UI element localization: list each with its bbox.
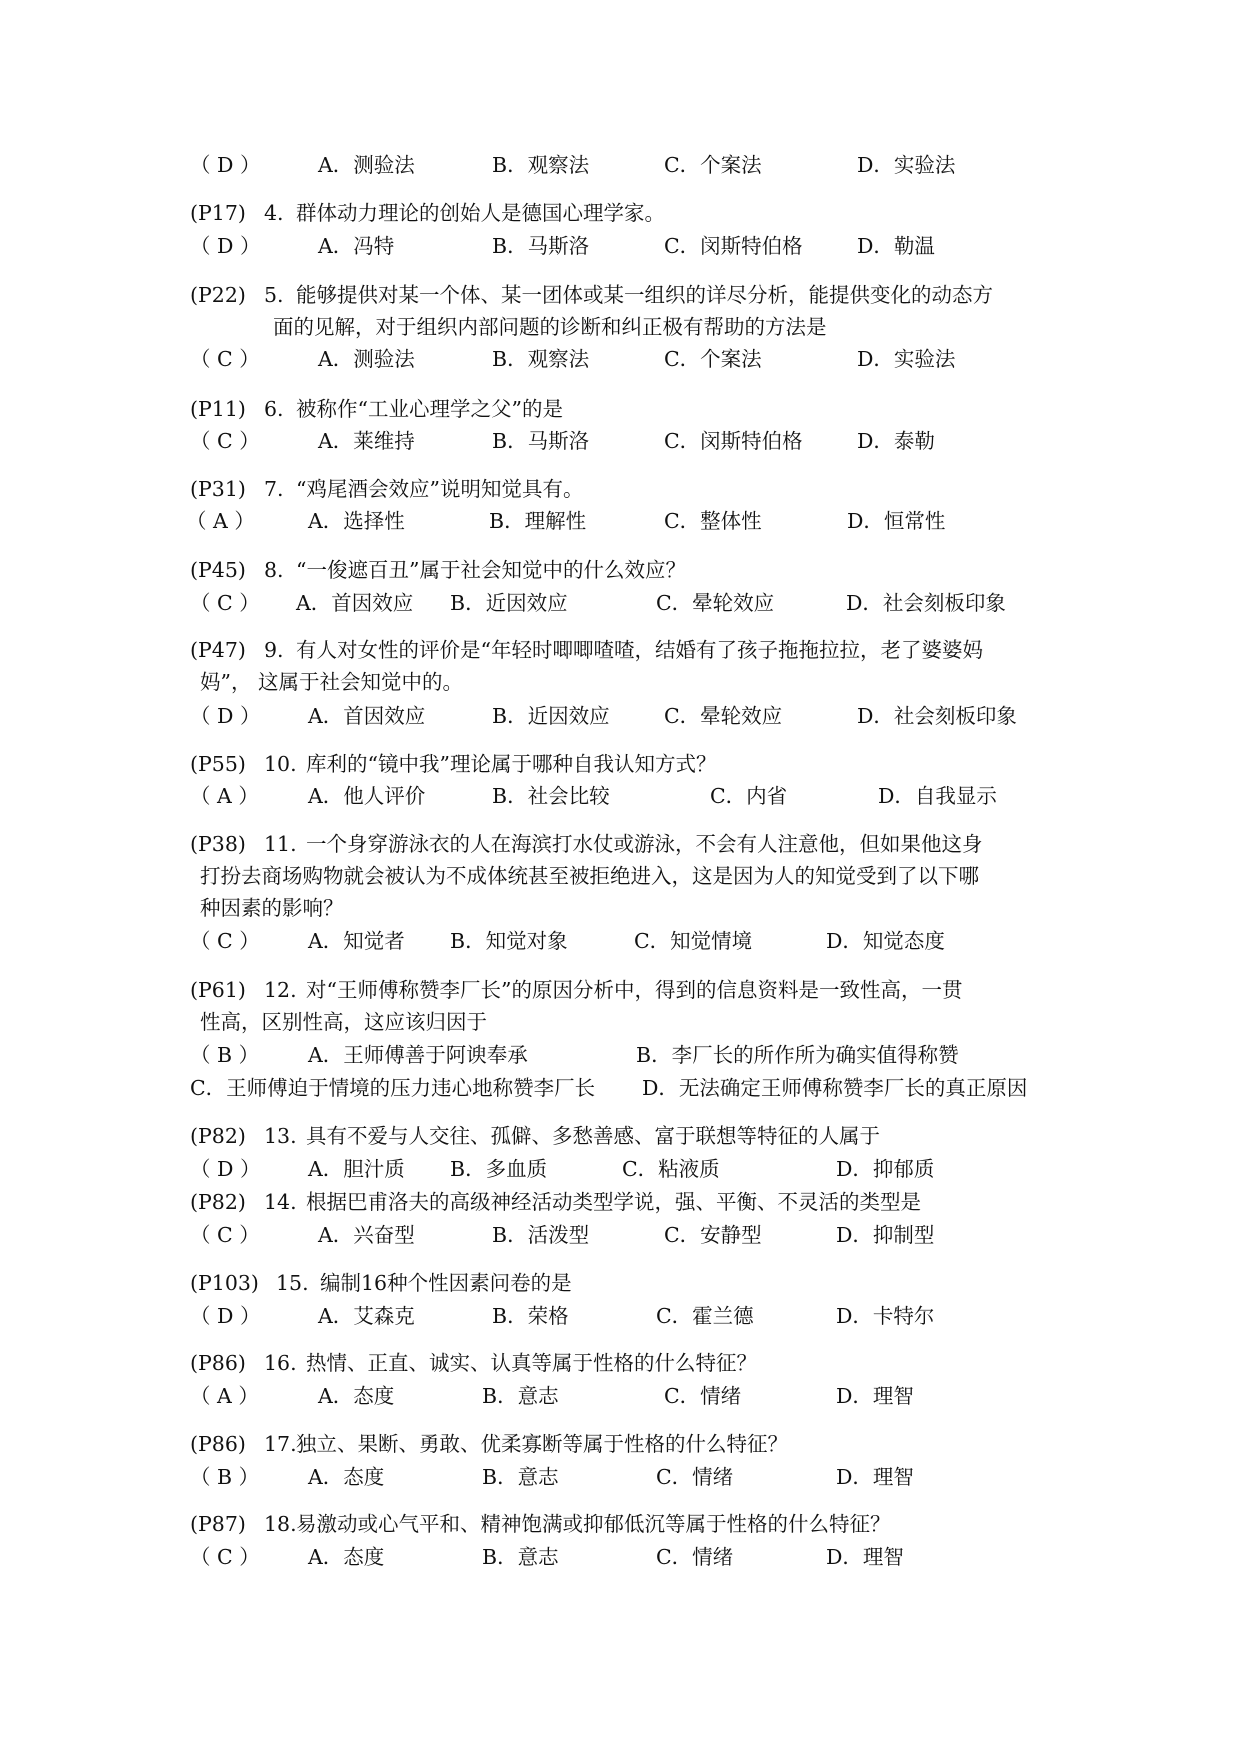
option-a: A．选择性 bbox=[308, 509, 405, 533]
question-text: 有人对女性的评价是“年轻时唧唧喳喳，结婚有了孩子拖拖拉拉，老了婆婆妈 bbox=[296, 638, 983, 662]
question-ref: (P45) bbox=[190, 558, 246, 582]
option-a: A．测验法 bbox=[318, 153, 415, 177]
option-b: B．荣格 bbox=[492, 1304, 569, 1328]
question-text: 被称作“工业心理学之父”的是 bbox=[296, 397, 563, 421]
option-b: B．马斯洛 bbox=[492, 429, 590, 453]
answer-label: （ B ） bbox=[190, 1465, 260, 1489]
question-ref: (P103) bbox=[190, 1271, 259, 1295]
question-ref: (P86) bbox=[190, 1351, 246, 1375]
option-c: C．粘液质 bbox=[622, 1157, 720, 1181]
option-c: C．情绪 bbox=[656, 1465, 734, 1489]
option-b: B．观察法 bbox=[492, 347, 590, 371]
option-b: B．社会比较 bbox=[492, 784, 610, 808]
answer-label: （ C ） bbox=[190, 929, 260, 953]
answer-label: （ D ） bbox=[190, 704, 261, 728]
option-c: C．安静型 bbox=[664, 1223, 762, 1247]
question-ref: (P55) bbox=[190, 752, 246, 776]
option-c: C．整体性 bbox=[664, 509, 762, 533]
option-d: D．勒温 bbox=[857, 234, 935, 258]
option-c: C．个案法 bbox=[664, 347, 762, 371]
option-d: D．理智 bbox=[836, 1384, 914, 1408]
option-b: B．近因效应 bbox=[492, 704, 610, 728]
answer-label: （ D ） bbox=[190, 234, 261, 258]
answer-label: （ C ） bbox=[190, 591, 260, 615]
option-d: D．无法确定王师傅称赞李厂长的真正原因 bbox=[642, 1076, 1028, 1100]
question-number: 11. bbox=[264, 832, 297, 856]
option-b: B．意志 bbox=[482, 1465, 559, 1489]
question-text: 编制16种个性因素问卷的是 bbox=[320, 1271, 572, 1295]
question-text: 一个身穿游泳衣的人在海滨打水仗或游泳，不会有人注意他，但如果他这身 bbox=[306, 832, 983, 856]
option-a: A．态度 bbox=[308, 1465, 385, 1489]
option-b: B．知觉对象 bbox=[450, 929, 568, 953]
option-c: C．知觉情境 bbox=[634, 929, 753, 953]
question-text: 群体动力理论的创始人是德国心理学家。 bbox=[296, 201, 665, 225]
option-d: D．泰勒 bbox=[857, 429, 935, 453]
option-b: B．意志 bbox=[482, 1384, 559, 1408]
answer-label: （ C ） bbox=[190, 1545, 260, 1569]
option-b: B．理解性 bbox=[489, 509, 587, 533]
question-number: 14. bbox=[264, 1190, 297, 1214]
question-text: 种因素的影响？ bbox=[200, 896, 344, 920]
question-number: 13. bbox=[264, 1124, 297, 1148]
question-ref: (P38) bbox=[190, 832, 246, 856]
option-d: D．理智 bbox=[836, 1465, 914, 1489]
question-number: 4. bbox=[264, 201, 284, 225]
question-number: 16. bbox=[264, 1351, 297, 1375]
answer-label: （ A ） bbox=[190, 1384, 259, 1408]
option-a: A．首因效应 bbox=[296, 591, 414, 615]
option-c: C．个案法 bbox=[664, 153, 762, 177]
question-ref: (P61) bbox=[190, 978, 246, 1002]
answer-label: （ B ） bbox=[190, 1043, 260, 1067]
option-d: D．实验法 bbox=[857, 153, 956, 177]
question-text: 面的见解，对于组织内部问题的诊断和纠正极有帮助的方法是 bbox=[273, 315, 827, 339]
answer-label: （ A ） bbox=[186, 509, 255, 533]
question-ref: (P47) bbox=[190, 638, 246, 662]
option-a: A．冯特 bbox=[318, 234, 395, 258]
option-b: B．观察法 bbox=[492, 153, 590, 177]
question-text: 性高，区别性高，这应该归因于 bbox=[200, 1010, 487, 1034]
option-d: D．社会刻板印象 bbox=[857, 704, 1017, 728]
question-text: “鸡尾酒会效应”说明知觉具有。 bbox=[296, 477, 584, 501]
question-number: 15. bbox=[276, 1271, 309, 1295]
answer-label: （ D ） bbox=[190, 1304, 261, 1328]
answer-label: （ A ） bbox=[190, 784, 259, 808]
option-c: C．晕轮效应 bbox=[664, 704, 783, 728]
option-c: C．晕轮效应 bbox=[656, 591, 775, 615]
option-d: D．卡特尔 bbox=[836, 1304, 935, 1328]
question-text: 打扮去商场购物就会被认为不成体统甚至被拒绝进入，这是因为人的知觉受到了以下哪 bbox=[200, 864, 979, 888]
option-c: C．内省 bbox=[710, 784, 788, 808]
option-c: C．王师傅迫于情境的压力违心地称赞李厂长 bbox=[190, 1076, 596, 1100]
answer-label: （ C ） bbox=[190, 347, 260, 371]
answer-label: （ D ） bbox=[190, 153, 261, 177]
option-b: B．李厂长的所作所为确实值得称赞 bbox=[636, 1043, 959, 1067]
question-text: 具有不爱与人交往、孤僻、多愁善感、富于联想等特征的人属于 bbox=[306, 1124, 880, 1148]
option-c: C．情绪 bbox=[664, 1384, 742, 1408]
option-a: A．莱维持 bbox=[318, 429, 415, 453]
answer-label: （ C ） bbox=[190, 429, 260, 453]
answer-label: （ D ） bbox=[190, 1157, 261, 1181]
question-text: 独立、果断、勇敢、优柔寡断等属于性格的什么特征？ bbox=[296, 1432, 788, 1456]
question-text: 热情、正直、诚实、认真等属于性格的什么特征？ bbox=[306, 1351, 757, 1375]
option-a: A．态度 bbox=[308, 1545, 385, 1569]
question-number: 7. bbox=[264, 477, 284, 501]
option-d: D．抑制型 bbox=[836, 1223, 935, 1247]
option-a: A．王师傅善于阿谀奉承 bbox=[308, 1043, 528, 1067]
option-d: D．自我显示 bbox=[878, 784, 997, 808]
option-d: D．理智 bbox=[826, 1545, 904, 1569]
question-ref: (P17) bbox=[190, 201, 246, 225]
option-a: A．他人评价 bbox=[308, 784, 426, 808]
question-text: 根据巴甫洛夫的高级神经活动类型学说，强、平衡、不灵活的类型是 bbox=[306, 1190, 921, 1214]
option-b: B．近因效应 bbox=[450, 591, 568, 615]
option-d: D．知觉态度 bbox=[826, 929, 945, 953]
question-ref: (P87) bbox=[190, 1512, 246, 1536]
option-d: D．抑郁质 bbox=[836, 1157, 935, 1181]
option-b: B．活泼型 bbox=[492, 1223, 590, 1247]
question-number: 18. bbox=[264, 1512, 297, 1536]
question-text: 妈”， 这属于社会知觉中的。 bbox=[200, 670, 463, 694]
option-c: C．霍兰德 bbox=[656, 1304, 754, 1328]
question-number: 6. bbox=[264, 397, 284, 421]
question-ref: (P82) bbox=[190, 1190, 246, 1214]
question-number: 8. bbox=[264, 558, 284, 582]
question-ref: (P82) bbox=[190, 1124, 246, 1148]
question-number: 12. bbox=[264, 978, 297, 1002]
option-a: A．胆汁质 bbox=[308, 1157, 405, 1181]
question-text: “一俊遮百丑”属于社会知觉中的什么效应？ bbox=[296, 558, 686, 582]
option-d: D．实验法 bbox=[857, 347, 956, 371]
option-a: A．态度 bbox=[318, 1384, 395, 1408]
question-text: 库利的“镜中我”理论属于哪种自我认知方式？ bbox=[306, 752, 717, 776]
question-number: 10. bbox=[264, 752, 297, 776]
question-number: 9. bbox=[264, 638, 284, 662]
option-b: B．马斯洛 bbox=[492, 234, 590, 258]
option-a: A．艾森克 bbox=[318, 1304, 415, 1328]
option-d: D．恒常性 bbox=[847, 509, 946, 533]
question-text: 易激动或心气平和、精神饱满或抑郁低沉等属于性格的什么特征？ bbox=[296, 1512, 891, 1536]
option-b: B．意志 bbox=[482, 1545, 559, 1569]
option-c: C．情绪 bbox=[656, 1545, 734, 1569]
question-ref: (P31) bbox=[190, 477, 246, 501]
option-b: B．多血质 bbox=[450, 1157, 548, 1181]
question-ref: (P11) bbox=[190, 397, 246, 421]
answer-label: （ C ） bbox=[190, 1223, 260, 1247]
option-d: D．社会刻板印象 bbox=[846, 591, 1006, 615]
option-a: A．知觉者 bbox=[308, 929, 405, 953]
question-text: 对“王师傅称赞李厂长”的原因分析中，得到的信息资料是一致性高，一贯 bbox=[306, 978, 963, 1002]
option-c: C．闵斯特伯格 bbox=[664, 234, 803, 258]
option-a: A．兴奋型 bbox=[318, 1223, 415, 1247]
question-text: 能够提供对某一个体、某一团体或某一组织的详尽分析，能提供变化的动态方 bbox=[296, 283, 993, 307]
question-number: 17. bbox=[264, 1432, 297, 1456]
question-ref: (P86) bbox=[190, 1432, 246, 1456]
question-number: 5. bbox=[264, 283, 284, 307]
question-ref: (P22) bbox=[190, 283, 246, 307]
option-c: C．闵斯特伯格 bbox=[664, 429, 803, 453]
option-a: A．测验法 bbox=[318, 347, 415, 371]
option-a: A．首因效应 bbox=[308, 704, 426, 728]
